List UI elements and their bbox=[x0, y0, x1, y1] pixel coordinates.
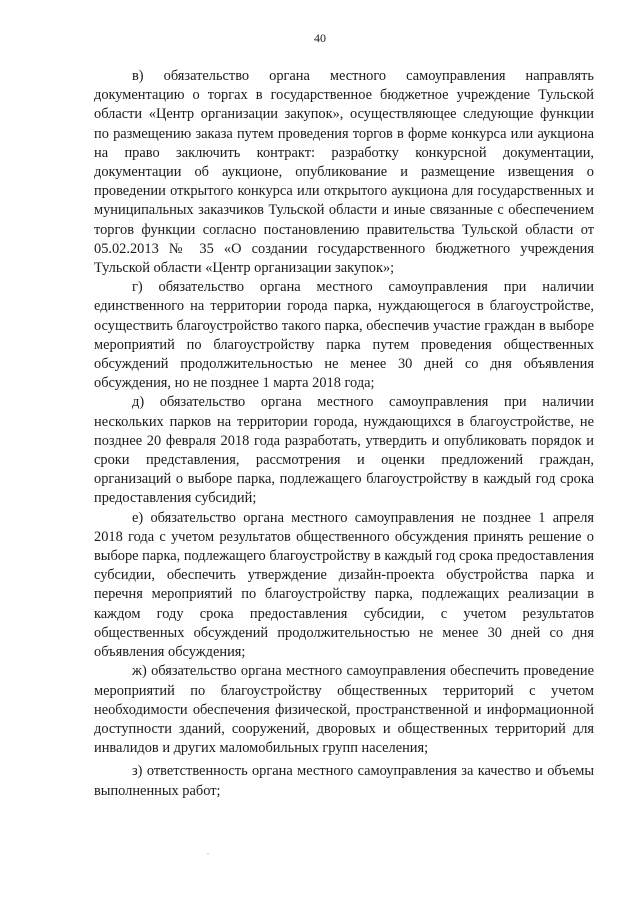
paragraph-zh: ж) обязательство органа местного самоуправления обеспечить проведение мероприятий по благоустройству общественных территорий с учетом необходимости обеспечения физической, пространственной и информационной доступности зданий, сооружений, дворовых и общественных территорий для инвалидов и других маломобильных групп населения; bbox=[94, 663, 594, 757]
paragraph-v: в) обязательство органа местного самоуправления направлять документацию о торгах в государственное бюджетное учреждение Тульской области «Центр организации закупок», осуществляющее следующие функции по размещению заказа путем проведения торгов в форме конкурса или аукциона на право заключить контракт: разработку конкурсной документации, документации об аукционе, опубликование и размещение извещения о проведении открытого конкурса или открытого аукциона для государственных и муниципальных заказчиков Тульской области и иные связанные с обеспечением торгов функции согласно постановлению правительства Тульской области от 05.02.2013 № 35 «О создании государственного бюджетного учреждения Тульской области «Центр организации закупок»; bbox=[94, 68, 594, 277]
paragraph-z: з) ответственность органа местного самоуправления за качество и объемы выполненных работ; bbox=[94, 763, 594, 799]
scan-speck bbox=[207, 853, 209, 855]
paragraph-g: г) обязательство органа местного самоуправления при наличии единственного на территории города парка, нуждающегося в благоустройстве, осуществить благоустройство такого парка, обеспечив участие граждан в выборе мероприятий по благоустройству парка путем проведения общественных обсуждений продолжительностью не менее 30 дней со дня объявления обсуждения, но не позднее 1 марта 2018 года; bbox=[94, 279, 594, 392]
paragraph-d: д) обязательство органа местного самоуправления при наличии нескольких парков на территории города, нуждающихся в благоустройстве, не позднее 20 февраля 2018 года разработать, утвердить и опубликовать порядок и сроки представления, рассмотрения и оценки предложений граждан, организаций о выборе парка, подлежащего благоустройству в каждый год срока предоставления субсидий; bbox=[94, 394, 594, 507]
document-body bbox=[94, 67, 594, 801]
page-number: 40 bbox=[314, 31, 326, 45]
paragraph-e: е) обязательство органа местного самоуправления не позднее 1 апреля 2018 года с учетом результатов общественного обсуждения принять решение о выборе парка, подлежащего благоустройству в каждый год срока предоставления субсидии, обеспечить утверждение дизайн-проекта обустройства парка и перечня мероприятий по благоустройству парка, подлежащих реализации в каждом году срока предоставления субсидии, с учетом результатов общественных обсуждений продолжительностью не менее 30 дней со дня объявления обсуждения; bbox=[94, 509, 594, 661]
